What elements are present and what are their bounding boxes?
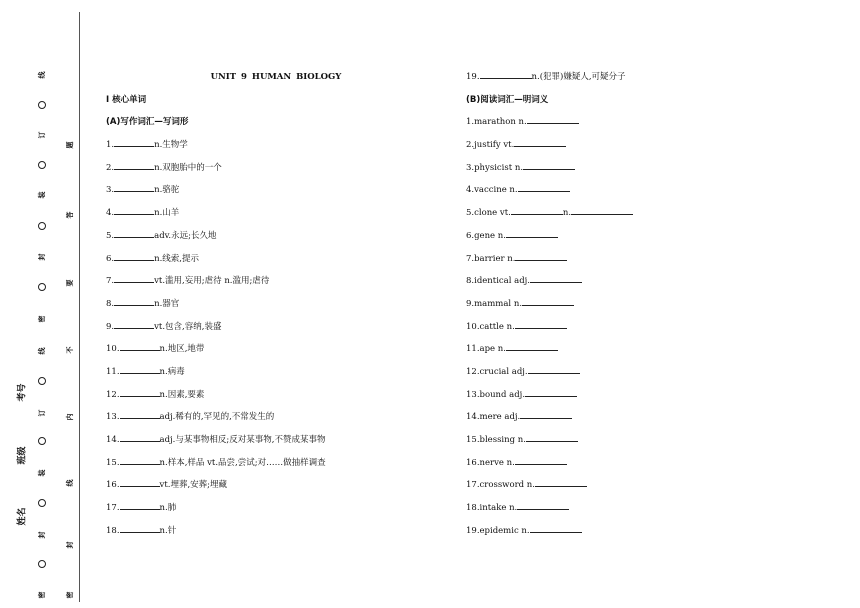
item-definition: adj.与某事物相反;反对某事物,不赞成某事物	[159, 435, 326, 445]
list-item	[466, 66, 806, 89]
item-definition: n.骆驼	[154, 185, 180, 196]
answer-blank[interactable]	[528, 363, 580, 374]
list-item	[106, 520, 446, 543]
list-item	[466, 225, 806, 248]
item-number: 18.	[106, 525, 120, 536]
list-item	[106, 179, 446, 202]
item-definition: n.生物学	[154, 140, 188, 151]
part-b-heading: (B)阅读词汇—明词义	[466, 94, 549, 105]
item-definition: n.器官	[154, 298, 180, 309]
list-item	[106, 270, 446, 293]
list-item	[106, 293, 446, 316]
item-word: 1.marathon n.	[466, 117, 527, 128]
list-item	[106, 474, 446, 497]
left-column	[106, 66, 446, 542]
answer-blank[interactable]	[120, 499, 160, 510]
answer-blank[interactable]	[120, 340, 160, 351]
list-item	[106, 384, 446, 407]
item-word: 17.crossword n.	[466, 480, 535, 491]
item-word: 18.intake n.	[466, 503, 518, 514]
answer-blank[interactable]	[114, 250, 154, 261]
writing-vocab-list	[106, 134, 446, 542]
seal-char: 密	[38, 315, 46, 323]
binding-margin	[0, 0, 80, 608]
item-word: 19.epidemic n.	[466, 525, 530, 536]
item-definition: n.病毒	[159, 366, 185, 377]
item-number: 19.	[466, 72, 480, 82]
binding-hole-icon	[38, 161, 46, 169]
item-number: 11.	[106, 366, 120, 377]
list-item	[466, 134, 806, 157]
item-word: 12.crucial adj.	[466, 366, 528, 377]
answer-blank[interactable]	[522, 295, 574, 306]
item-number: 4.	[106, 208, 115, 219]
item-number: 8.	[106, 298, 115, 309]
list-item	[106, 497, 446, 520]
item-number: 5.	[106, 230, 115, 241]
list-item	[106, 338, 446, 361]
list-item	[466, 338, 806, 361]
list-item	[106, 361, 446, 384]
answer-blank[interactable]	[515, 454, 567, 465]
binding-hole-icon	[38, 283, 46, 291]
item-definition: n.针	[159, 525, 177, 536]
seal-char: 封	[38, 253, 46, 261]
page-title: UNIT 9 HUMAN BIOLOGY	[210, 72, 342, 82]
list-item	[466, 474, 806, 497]
list-item	[106, 406, 446, 429]
item-number: 6.	[106, 253, 115, 264]
seal-char: 内	[66, 413, 74, 421]
answer-blank[interactable]	[526, 431, 578, 442]
answer-blank[interactable]	[114, 227, 154, 238]
item-word-second-pos: n.	[562, 208, 572, 219]
item-word: 13.bound adj.	[466, 389, 526, 400]
item-definition: adv.永远;长久地	[154, 230, 217, 241]
item-number: 2.	[106, 162, 115, 173]
item-definition: n.(犯罪)嫌疑人,可疑分子	[531, 72, 626, 82]
answer-blank[interactable]	[114, 204, 154, 215]
answer-blank[interactable]	[527, 113, 579, 124]
list-item	[106, 134, 446, 157]
seal-char: 密	[66, 591, 74, 599]
item-word: 9.mammal n.	[466, 298, 523, 309]
list-item	[466, 111, 806, 134]
item-number: 10.	[106, 344, 120, 355]
item-definition: n.双胞胎中的一个	[154, 162, 222, 173]
seal-char: 要	[66, 279, 74, 287]
binding-hole-icon	[38, 499, 46, 507]
answer-blank[interactable]	[120, 386, 160, 397]
item-definition: adj.稀有的,罕见的,不常发生的	[159, 412, 275, 423]
answer-blank[interactable]	[571, 204, 633, 215]
section-heading-core-words: Ⅰ 核心单词	[106, 94, 147, 105]
seal-char: 线	[66, 479, 74, 487]
answer-blank[interactable]	[514, 136, 566, 147]
item-definition: n.肺	[159, 503, 177, 514]
field-exam-number-label: 考号	[17, 383, 28, 402]
item-word: 14.mere adj.	[466, 412, 521, 423]
seal-char: 线	[38, 71, 46, 79]
item-word: 7.barrier n.	[466, 253, 516, 264]
item-definition: n.因素,要素	[159, 389, 205, 400]
seal-char: 装	[38, 191, 46, 199]
list-item	[466, 384, 806, 407]
seal-line-outer	[36, 0, 48, 608]
item-number: 7.	[106, 276, 115, 287]
answer-blank[interactable]	[506, 227, 558, 238]
answer-blank[interactable]	[480, 68, 532, 79]
seal-char: 答	[66, 211, 74, 219]
item-word: 6.gene n.	[466, 230, 506, 241]
list-item	[106, 429, 446, 452]
item-definition: vt.包含,容纳,装盛	[154, 321, 222, 332]
list-item	[106, 202, 446, 225]
binding-hole-icon	[38, 560, 46, 568]
reading-vocab-list	[466, 111, 806, 542]
item-word: 10.cattle n.	[466, 321, 515, 332]
list-item	[466, 361, 806, 384]
list-item	[106, 452, 446, 475]
item-number: 9.	[106, 321, 115, 332]
item-number: 13.	[106, 412, 120, 423]
seal-char: 封	[66, 541, 74, 549]
item-word: 4.vaccine n.	[466, 185, 518, 196]
answer-blank[interactable]	[520, 408, 572, 419]
answer-blank[interactable]	[120, 454, 160, 465]
list-item	[466, 406, 806, 429]
answer-blank[interactable]	[120, 522, 160, 533]
list-item	[466, 270, 806, 293]
list-item	[466, 316, 806, 339]
answer-blank[interactable]	[518, 181, 570, 192]
answer-blank[interactable]	[120, 431, 160, 442]
list-item	[466, 429, 806, 452]
answer-blank[interactable]	[530, 272, 582, 283]
seal-line-inner	[64, 0, 76, 608]
seal-char: 封	[38, 531, 46, 539]
list-item	[106, 157, 446, 180]
item-definition: n.线索,提示	[154, 253, 200, 264]
item-word: 3.physicist n.	[466, 162, 524, 173]
item-definition: vt.滥用,妄用;虐待 n.滥用;虐待	[154, 276, 270, 287]
item-definition: n.地区,地带	[159, 344, 205, 355]
list-item	[466, 520, 806, 543]
seal-char: 题	[66, 141, 74, 149]
item-number: 17.	[106, 503, 120, 514]
item-number: 1.	[106, 140, 115, 151]
seal-char: 订	[38, 409, 46, 417]
answer-blank[interactable]	[517, 499, 569, 510]
field-class-label: 班级	[17, 446, 28, 465]
list-item	[466, 497, 806, 520]
binding-hole-icon	[38, 101, 46, 109]
answer-blank[interactable]	[525, 386, 577, 397]
binding-hole-icon	[38, 437, 46, 445]
answer-blank[interactable]	[114, 181, 154, 192]
item-number: 3.	[106, 185, 115, 196]
answer-blank[interactable]	[114, 318, 154, 329]
seal-char: 订	[38, 131, 46, 139]
item-number: 16.	[106, 480, 120, 491]
part-a-heading: (A)写作词汇—写词形	[106, 117, 189, 128]
answer-blank[interactable]	[120, 363, 160, 374]
item-word: 5.clone vt.	[466, 208, 511, 219]
answer-blank[interactable]	[535, 476, 587, 487]
answer-blank[interactable]	[114, 159, 154, 170]
answer-blank[interactable]	[114, 136, 154, 147]
item-word: 2.justify vt.	[466, 140, 515, 151]
item-definition: n.样本,样品 vt.品尝,尝试;对……做抽样调查	[159, 457, 326, 468]
item-word: 8.identical adj.	[466, 276, 531, 287]
answer-blank[interactable]	[120, 476, 160, 487]
list-item	[466, 202, 806, 225]
answer-blank[interactable]	[515, 318, 567, 329]
binding-divider	[79, 12, 80, 602]
list-item	[466, 293, 806, 316]
seal-char: 线	[38, 347, 46, 355]
binding-hole-icon	[38, 222, 46, 230]
item-word: 11.ape n.	[466, 344, 506, 355]
answer-blank[interactable]	[523, 159, 575, 170]
answer-blank[interactable]	[114, 295, 154, 306]
seal-char: 装	[38, 469, 46, 477]
answer-blank[interactable]	[114, 272, 154, 283]
answer-blank[interactable]	[120, 408, 160, 419]
binding-hole-icon	[38, 377, 46, 385]
item-number: 12.	[106, 389, 120, 400]
item-number: 14.	[106, 435, 120, 445]
item-number: 15.	[106, 457, 120, 468]
list-item	[466, 179, 806, 202]
answer-blank[interactable]	[511, 204, 563, 215]
seal-char: 不	[66, 346, 74, 354]
right-column	[466, 66, 806, 542]
field-name-label: 姓名	[17, 507, 28, 526]
seal-char: 密	[38, 591, 46, 599]
list-item	[466, 157, 806, 180]
list-item	[466, 248, 806, 271]
list-item	[106, 225, 446, 248]
list-item	[106, 248, 446, 271]
item-definition: n.山羊	[154, 208, 180, 219]
item-word: 16.nerve n.	[466, 457, 515, 468]
item-definition: vt.埋葬,安葬;埋藏	[159, 480, 228, 491]
item-word: 15.blessing n.	[466, 435, 526, 445]
answer-blank[interactable]	[515, 250, 567, 261]
list-item	[106, 316, 446, 339]
list-item	[466, 452, 806, 475]
answer-blank[interactable]	[530, 522, 582, 533]
answer-blank[interactable]	[506, 340, 558, 351]
